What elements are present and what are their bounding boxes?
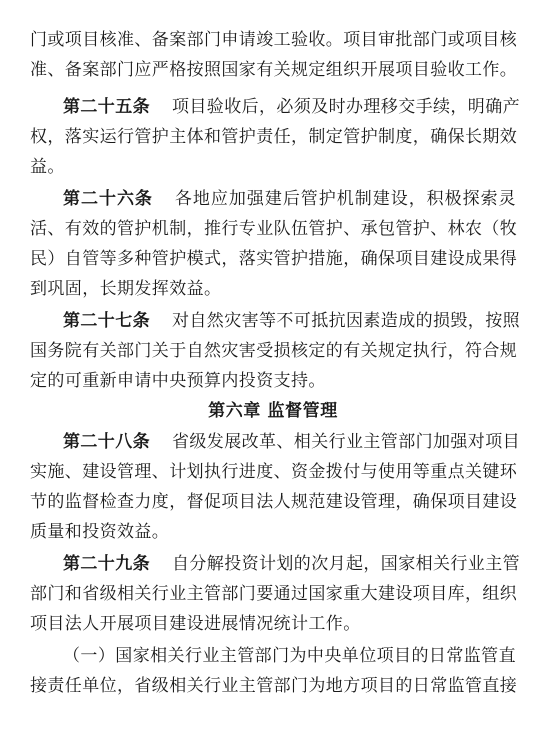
chapter-heading: 第六章 监督管理	[208, 401, 338, 421]
text-line: 部门和省级相关行业主管部门要通过国家重大建设项目库，组织	[30, 584, 518, 604]
text-line: 节的监督检查力度，督促项目法人规范建设管理，确保项目建设	[30, 492, 518, 512]
text-line: 活、有效的管护机制，推行专业队伍管护、承包管护、林农（牧	[30, 219, 518, 239]
article-25-paragraph	[63, 95, 520, 119]
article-28-paragraph	[63, 430, 520, 454]
clause-1-paragraph: （一）国家相关行业主管部门为中央单位项目的日常监管直	[63, 646, 516, 666]
text-line: 民）自管等多种管护模式，落实管护措施，确保项目建设成果得	[30, 249, 518, 269]
text-line: 准、备案部门应严格按照国家有关规定组织开展项目验收工作。	[30, 60, 518, 80]
text-line: 省级发展改革、相关行业主管部门加强对项目	[172, 432, 520, 452]
article-27-paragraph	[63, 309, 520, 333]
article-number: 第二十六条	[63, 189, 153, 209]
article-number: 第二十七条	[63, 311, 150, 331]
text-line: 自分解投资计划的次月起，国家相关行业主管	[172, 554, 520, 574]
article-number: 第二十八条	[63, 432, 150, 452]
text-line: 项目验收后，必须及时办理移交手续，明确产	[172, 97, 520, 117]
text-line: 益。	[30, 157, 65, 177]
article-29-paragraph	[63, 552, 520, 576]
text-line: 对自然灾害等不可抵抗因素造成的损毁，按照	[172, 311, 520, 331]
text-line: 质量和投资效益。	[30, 522, 170, 542]
text-line: 定的可重新申请中央预算内投资支持。	[30, 371, 326, 391]
text-line: 各地应加强建后管护机制建设，积极探索灵	[174, 189, 517, 209]
article-26-paragraph	[63, 187, 516, 211]
text-line: 到巩固，长期发挥效益。	[30, 279, 222, 299]
text-line: 门或项目核准、备案部门申请竣工验收。项目审批部门或项目核	[30, 30, 518, 50]
text-line: 项目法人开展项目建设进展情况统计工作。	[30, 614, 361, 634]
article-number: 第二十九条	[63, 554, 150, 574]
text-line: 权，落实运行管护主体和管护责任，制定管护制度，确保长期效	[30, 127, 518, 147]
text-line: 实施、建设管理、计划执行进度、资金拨付与使用等重点关键环	[30, 462, 518, 482]
text-line: 接责任单位，省级相关行业主管部门为地方项目的日常监管直接	[30, 676, 518, 696]
text-line: 国务院有关部门关于自然灾害受损核定的有关规定执行，符合规	[30, 341, 518, 361]
article-number: 第二十五条	[63, 97, 150, 117]
